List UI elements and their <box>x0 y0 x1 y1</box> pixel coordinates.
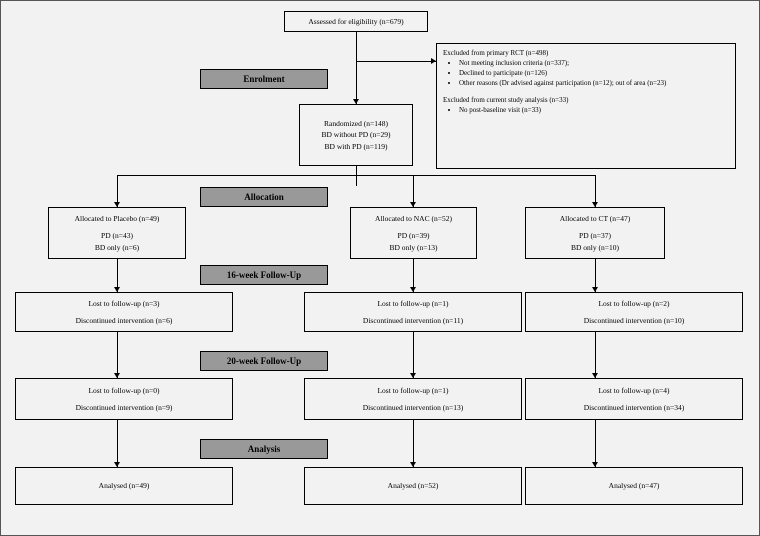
allocation-placebo-line-1: Allocated to Placebo (n=49) <box>74 214 160 224</box>
allocation-ct-box <box>525 207 665 259</box>
analysis-ct-box <box>525 467 743 505</box>
stage-banner-analysis <box>200 439 328 459</box>
connector-fu16-to-fu20-mid <box>413 332 414 378</box>
connector-assessed-to-excluded <box>356 61 436 62</box>
excluded-current-list <box>453 105 729 115</box>
randomized-line-2: BD without PD (n=29) <box>321 130 391 140</box>
analysis-placebo-line-1: Analysed (n=49) <box>98 481 150 491</box>
connector-fu20-to-analysis-right <box>595 420 596 467</box>
allocation-ct-line-1: Allocated to CT (n=47) <box>559 214 631 224</box>
excluded-primary-item-1: • Not meeting inclusion criteria (n=337); <box>459 58 729 68</box>
stage-banner-enrolment <box>200 69 328 89</box>
randomized-line-1: Randomized (n=148) <box>323 119 388 129</box>
analysis-nac-box <box>304 467 522 505</box>
followup16-placebo-box <box>15 292 233 332</box>
connector-fu16-to-fu20-right <box>595 332 596 378</box>
stage-banner-followup20 <box>200 351 328 371</box>
followup16-placebo-line-1: Lost to follow-up (n=3) <box>88 298 160 308</box>
randomized-line-3: BD with PD (n=119) <box>324 141 388 151</box>
connector-fu20-to-analysis-left <box>117 420 118 467</box>
stage-banner-allocation <box>200 187 328 207</box>
analysis-nac-line-1: Analysed (n=52) <box>387 481 439 491</box>
stage-label-followup20: 20-week Follow-Up <box>226 356 302 366</box>
randomized-box <box>299 104 413 166</box>
stage-label-enrolment: Enrolment <box>243 74 285 84</box>
excluded-primary-item-3: • Other reasons (Dr advised against participation (n=12); out of area (n=23) <box>459 78 729 88</box>
excluded-primary-item-2: • Declined to participate (n=126) <box>459 68 729 78</box>
excluded-primary-header: Excluded from primary RCT (n=498) <box>443 49 549 57</box>
stage-label-analysis: Analysis <box>247 444 281 454</box>
followup16-nac-box <box>304 292 522 332</box>
assessed-line-1: Assessed for eligibility (n=679) <box>308 16 404 26</box>
followup16-ct-box <box>525 292 743 332</box>
analysis-placebo-box <box>15 467 233 505</box>
followup20-placebo-line-3: Discontinued intervention (n=9) <box>75 403 173 412</box>
connector-randomized-down <box>356 166 357 186</box>
connector-fu16-to-fu20-left <box>117 332 118 378</box>
allocation-nac-line-1: Allocated to NAC (n=52) <box>375 214 452 224</box>
connector-assessed-down <box>356 32 357 104</box>
followup20-nac-line-1: Lost to follow-up (n=1) <box>377 385 449 395</box>
followup20-ct-line-1: Lost to follow-up (n=4) <box>598 385 670 395</box>
followup20-placebo-line-1: Lost to follow-up (n=0) <box>88 385 160 395</box>
analysis-ct-line-1: Analysed (n=47) <box>608 481 660 491</box>
excluded-current-header: Excluded from current study analysis (n=33) <box>443 95 569 104</box>
stage-banner-followup16 <box>200 265 328 285</box>
allocation-nac-box <box>350 207 477 259</box>
followup20-nac-box <box>304 378 522 420</box>
allocation-placebo-box <box>48 207 186 259</box>
excluded-box <box>436 43 736 169</box>
followup16-placebo-line-3: Discontinued intervention (n=6) <box>75 316 173 325</box>
allocation-nac-line-3: PD (n=39) <box>397 231 430 241</box>
followup16-ct-line-3: Discontinued intervention (n=10) <box>583 316 685 325</box>
excluded-primary-list <box>453 58 729 88</box>
followup16-nac-line-1: Lost to follow-up (n=1) <box>377 298 449 308</box>
followup16-ct-line-1: Lost to follow-up (n=2) <box>598 298 670 308</box>
followup16-nac-line-3: Discontinued intervention (n=11) <box>362 316 464 325</box>
connector-fu20-to-analysis-mid <box>413 420 414 467</box>
followup20-ct-box <box>525 378 743 420</box>
allocation-placebo-line-3: PD (n=43) <box>101 231 133 241</box>
allocation-placebo-line-4: BD only (n=6) <box>94 242 140 252</box>
followup20-placebo-box <box>15 378 233 420</box>
allocation-nac-line-4: BD only (n=13) <box>389 242 438 252</box>
connector-allocation-bus <box>117 175 595 176</box>
allocation-ct-line-4: BD only (n=10) <box>571 242 619 252</box>
followup20-nac-line-3: Discontinued intervention (n=13) <box>362 403 464 412</box>
allocation-ct-line-3: PD (n=37) <box>579 231 611 241</box>
excluded-current-item-1: • No post-baseline visit (n=33) <box>459 105 729 115</box>
assessed-for-eligibility-box <box>284 11 428 32</box>
stage-label-allocation: Allocation <box>244 192 284 202</box>
stage-label-followup16: 16-week Follow-Up <box>226 270 302 280</box>
followup20-ct-line-3: Discontinued intervention (n=34) <box>583 403 685 412</box>
